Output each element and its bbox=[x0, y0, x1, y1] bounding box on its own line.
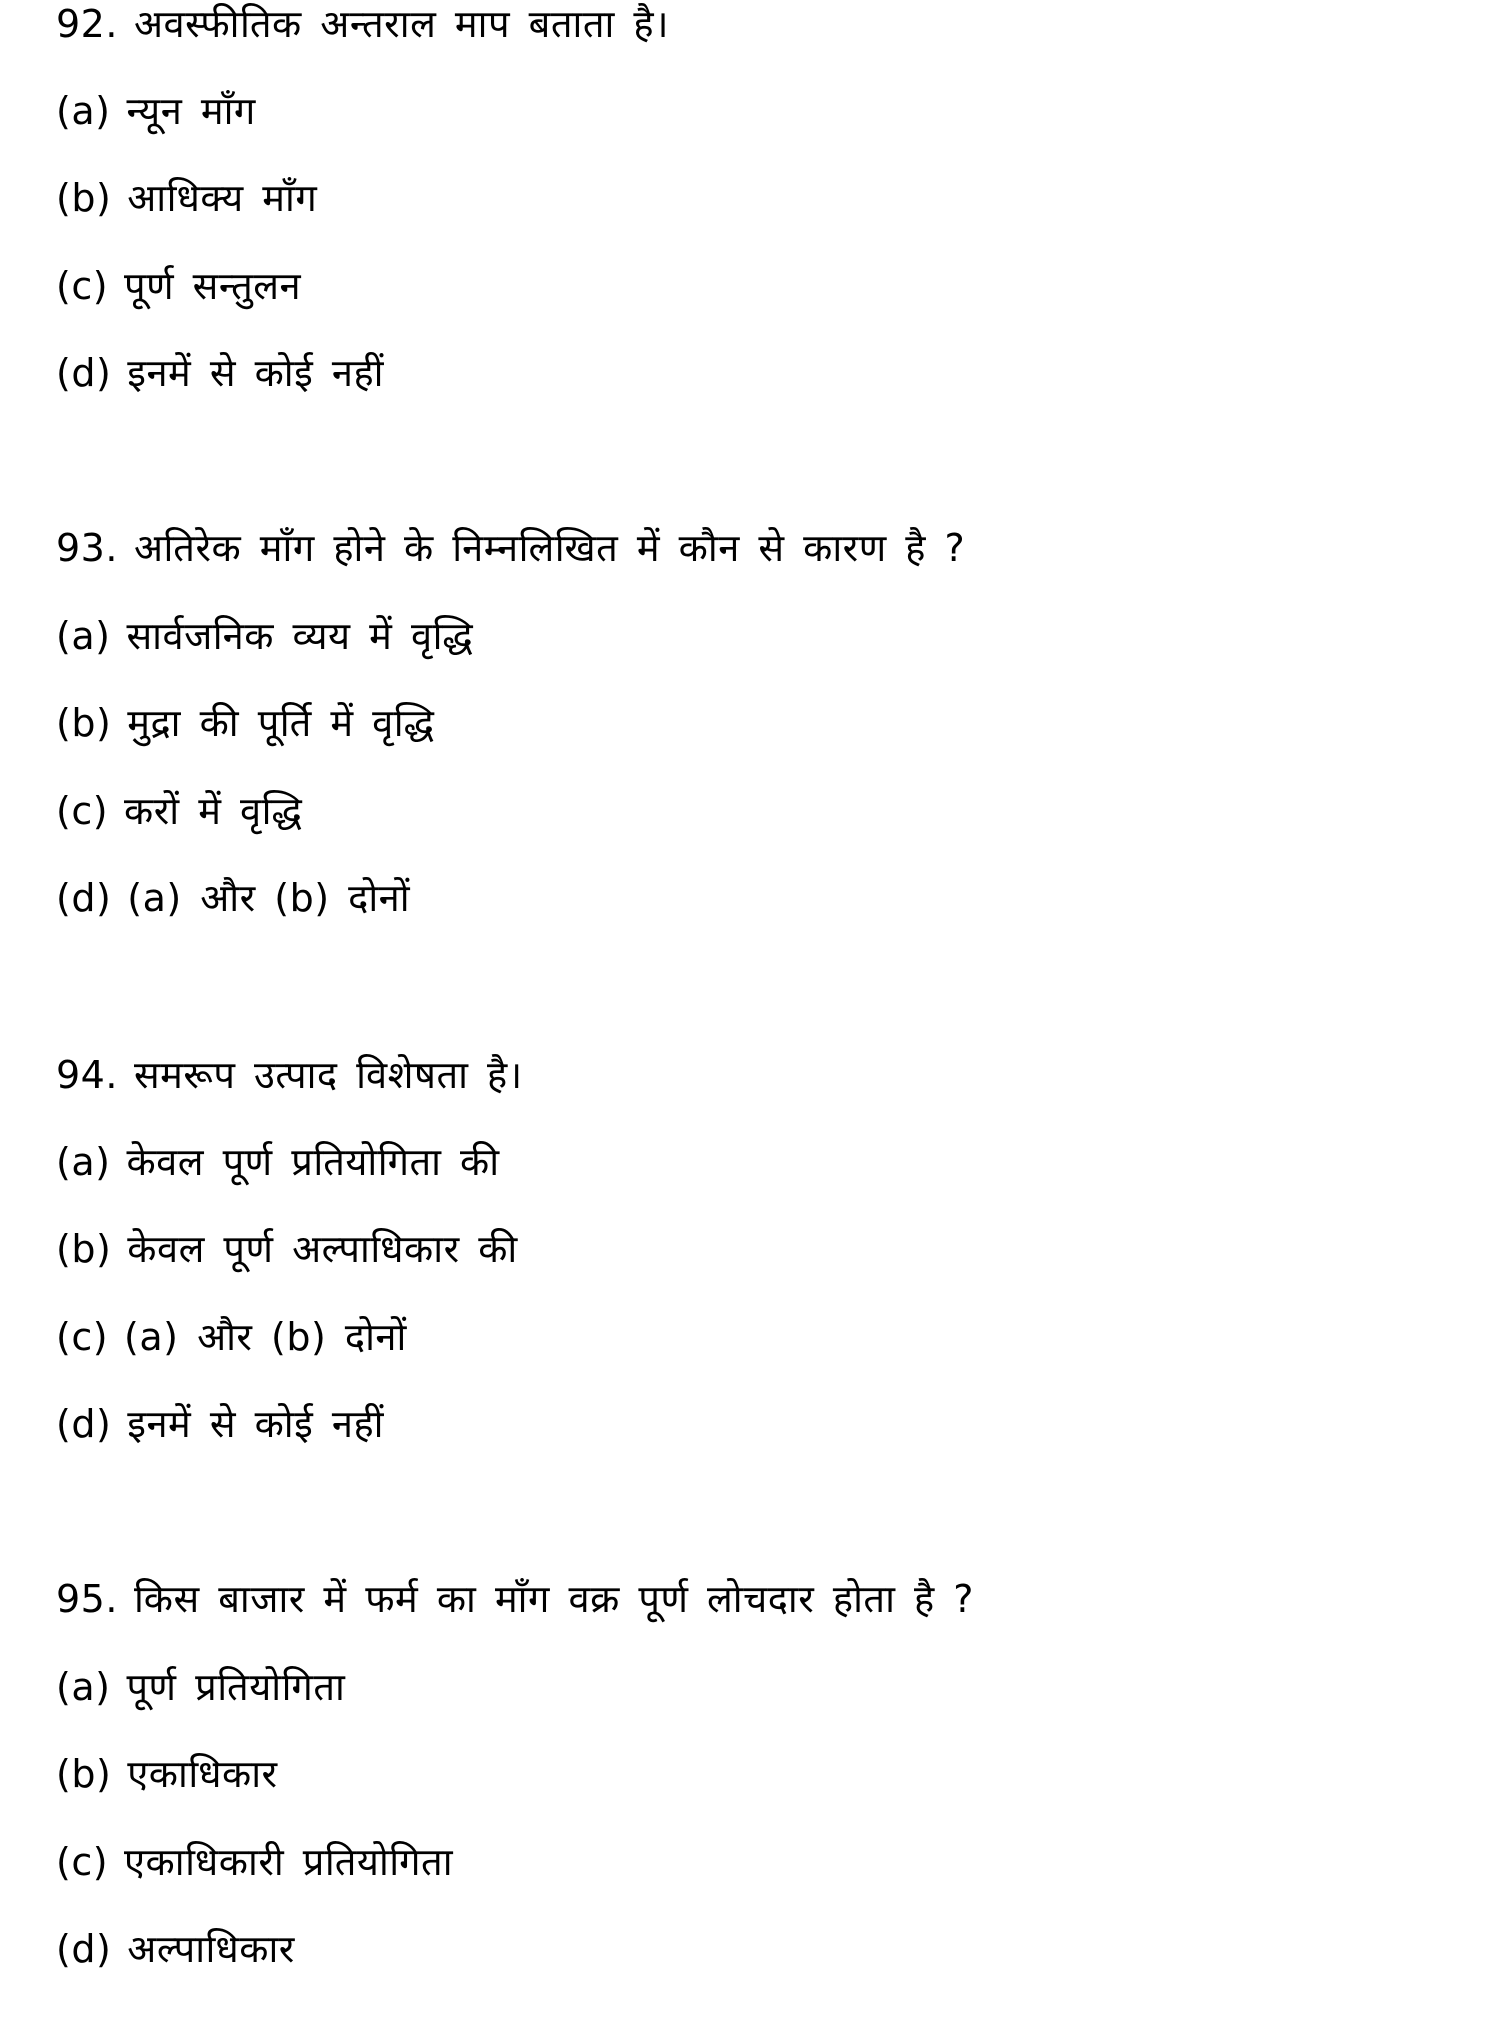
option-94-c bbox=[56, 1313, 407, 1361]
option-93-d bbox=[56, 874, 410, 922]
question-text: समरूप उत्पाद विशेषता है। bbox=[133, 1053, 523, 1097]
option-92-b bbox=[56, 174, 317, 222]
question-text: किस बाजार में फर्म का माँग वक्र पूर्ण लोचदार होता है ? bbox=[133, 1577, 974, 1621]
option-text: पूर्ण प्रतियोगिता bbox=[126, 1665, 346, 1709]
option-text: इनमें से कोई नहीं bbox=[127, 1402, 384, 1446]
option-text: अल्पाधिकार bbox=[127, 1927, 295, 1971]
option-label: (c) bbox=[56, 1840, 109, 1884]
option-label: (b) bbox=[56, 1227, 112, 1271]
option-text: पूर्ण सन्तुलन bbox=[124, 264, 302, 308]
option-94-d bbox=[56, 1400, 384, 1448]
option-text: एकाधिकारी प्रतियोगिता bbox=[124, 1840, 454, 1884]
option-text: एकाधिकार bbox=[127, 1752, 278, 1796]
question-text: अतिरेक माँग होने के निम्नलिखित में कौन से कारण है ? bbox=[133, 526, 966, 570]
question-number: 94. bbox=[56, 1053, 118, 1097]
option-92-a bbox=[56, 87, 256, 135]
option-92-c bbox=[56, 262, 301, 310]
option-text: (a) और (b) दोनों bbox=[124, 1315, 407, 1359]
option-93-c bbox=[56, 787, 302, 835]
option-text: न्यून माँग bbox=[126, 89, 256, 133]
option-label: (b) bbox=[56, 176, 112, 220]
option-label: (b) bbox=[56, 701, 112, 745]
option-text: आधिक्य माँग bbox=[127, 176, 318, 220]
question-92 bbox=[56, 0, 669, 48]
option-label: (d) bbox=[56, 1402, 112, 1446]
option-text: सार्वजनिक व्यय में वृद्धि bbox=[126, 614, 474, 658]
question-93 bbox=[56, 524, 965, 572]
question-number: 92. bbox=[56, 2, 118, 46]
option-93-b bbox=[56, 699, 435, 747]
option-94-a bbox=[56, 1138, 500, 1186]
option-label: (a) bbox=[56, 614, 111, 658]
option-label: (d) bbox=[56, 876, 112, 920]
question-94 bbox=[56, 1051, 523, 1099]
question-text: अवस्फीतिक अन्तराल माप बताता है। bbox=[133, 2, 669, 46]
option-95-b bbox=[56, 1750, 278, 1798]
option-93-a bbox=[56, 612, 473, 660]
option-95-a bbox=[56, 1663, 345, 1711]
option-label: (c) bbox=[56, 789, 109, 833]
option-text: (a) और (b) दोनों bbox=[127, 876, 411, 920]
option-label: (b) bbox=[56, 1752, 112, 1796]
option-94-b bbox=[56, 1225, 518, 1273]
option-text: मुद्रा की पूर्ति में वृद्धि bbox=[127, 701, 435, 745]
question-number: 95. bbox=[56, 1577, 118, 1621]
option-92-d bbox=[56, 349, 384, 397]
option-text: करों में वृद्धि bbox=[124, 789, 303, 833]
question-95 bbox=[56, 1575, 974, 1623]
option-text: इनमें से कोई नहीं bbox=[127, 351, 384, 395]
option-label: (c) bbox=[56, 264, 109, 308]
option-label: (a) bbox=[56, 1140, 111, 1184]
option-text: केवल पूर्ण प्रतियोगिता की bbox=[126, 1140, 500, 1184]
question-number: 93. bbox=[56, 526, 118, 570]
option-95-c bbox=[56, 1838, 453, 1886]
option-label: (a) bbox=[56, 1665, 111, 1709]
option-label: (c) bbox=[56, 1315, 109, 1359]
option-label: (d) bbox=[56, 351, 112, 395]
option-label: (a) bbox=[56, 89, 111, 133]
option-text: केवल पूर्ण अल्पाधिकार की bbox=[127, 1227, 518, 1271]
option-95-d bbox=[56, 1925, 295, 1973]
option-label: (d) bbox=[56, 1927, 112, 1971]
